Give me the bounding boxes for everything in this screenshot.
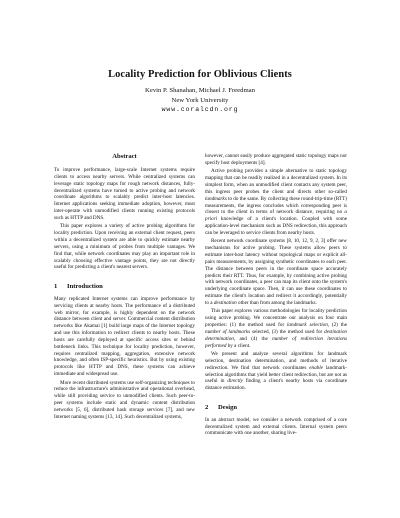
right-paragraph-0: however, cannot easily produce aggregated static topology maps nor specify host deployments [4].: [205, 153, 347, 166]
left-column: [54, 153, 195, 422]
intro-paragraph-1: Many replicated Internet systems can improve performance by servicing clients at nearby hosts. The performance of a distributed web mirror, for example, is highly dependent on the network distance between client and server. Commercial content distribution networks like Akamai [1] build large maps of the Internet topology and use this information to redirect clients to nearby hosts. These hosts are carefully deployed at specific access sites or behind bottleneck links. This technique for locality prediction, however, requires centralized mapping, aggregation, extensive network knowledge, and often ISP-specific heuristics. But by using existing protocols like HTTP and DNS, these systems can achieve immediate and widespread use.: [54, 295, 195, 378]
right-paragraph-3: This paper explores various methodologies for locality prediction using active probing. We concentrate our analysis on four main properties: (1) the method used for landmark selection, (2) the number of landmarks selected, (3) the method used for destination determination, and (4) the number of redirection iterations performed by a client.: [205, 308, 347, 349]
section-heading-design: [205, 404, 347, 412]
abstract-heading: Abstract: [112, 153, 137, 160]
right-paragraph-4: We present and analyze several algorithms for landmark selection, destination determination, and methods of iterative redirection. We find that network coordinates enable landmark-selection algorithms that yield better client redirection, but are not as useful in directly finding a client's nearby hosts via coordinate distance estimation.: [205, 351, 347, 392]
section-number: 2: [205, 403, 209, 411]
design-paragraph-1: In an abstract model, we consider a network comprised of a core decentralized system and external clients. Internal system peers communicate with one another, sharing live-: [205, 416, 347, 437]
section-title: Introduction: [67, 282, 103, 290]
author-block: [0, 86, 400, 115]
author-names: Kevin P. Shanahan, Michael J. Freedman: [145, 87, 255, 94]
author-affiliation: New York University: [171, 96, 229, 104]
paper-title: Locality Prediction for Oblivious Clients: [108, 69, 292, 80]
section-number: 1: [54, 282, 58, 290]
intro-paragraph-2: More recent distributed systems use self-organizing techniques to reduce the infrastructure's administrative and operational overhead, while still providing service to unmodified clients. Such peer-to-peer systems include static and dynamic content distribution networks [5, 6], distributed hash storage services [7], and new Internet naming systems [13, 14]. Such decentralized systems,: [54, 379, 195, 420]
right-paragraph-1: Active probing provides a simple alternative to static topology mapping that can be readily realized in a decentralized system. In its simplest form, when an unmodified client contacts any system peer, this ingress peer probes the client and directs other so-called landmarks to do the same. By collecting these round-trip-time (RTT) measurements, the ingress concludes which corresponding peer is closest to the client in terms of network distance, requiring no a priori knowledge of a client's location. Coupled with some application-level mechanism such as DNS redirection, this approach can be leveraged to service clients from nearby hosts.: [205, 168, 347, 236]
author-url: www.coralcdn.org: [161, 106, 239, 114]
right-column: [205, 153, 347, 439]
section-title: Design: [218, 403, 238, 411]
right-paragraph-2: Recent network coordinate systems [8, 10, 12, 9, 2, 3] offer new mechanisms for active probing. These systems allow peers to estimate inter-host latency without topological maps or explicit all-pairs measurements, by assigning synthetic coordinates to each peer. The distance between peers in the coordinate space accurately predicts their RTT. Thus, for example, by combining active probing with network coordinates, a peer can map its client onto the system's underlying coordinate space. Then, it can use these coordinates to estimate the client's location and redirect it accordingly, potentially to a destination other than from among the landmarks.: [205, 238, 347, 306]
abstract-paragraph-1: To improve performance, large-scale Internet systems require clients to access nearby servers. While centralized systems can leverage static topology maps for rough network distances, fully-decentralized systems have turned to active probing and network coordinate algorithms to scalably predict inter-host latencies. Internet applications seeking immediate adoption, however, must inter-operate with unmodified clients running existing protocols such as HTTP and DNS.: [54, 167, 195, 221]
abstract-paragraph-2: This paper explores a variety of active probing algorithms for locality prediction. Upon receiving an external client request, peers within a decentralized system are able to quickly estimate nearby servers, using a minimum of probes from multiple vantages. We find that, while network coordinates may play an important role in scalably choosing effective vantage points, they are not directly useful for predicting a client's nearest servers.: [54, 223, 195, 271]
section-heading-introduction: [54, 283, 195, 291]
